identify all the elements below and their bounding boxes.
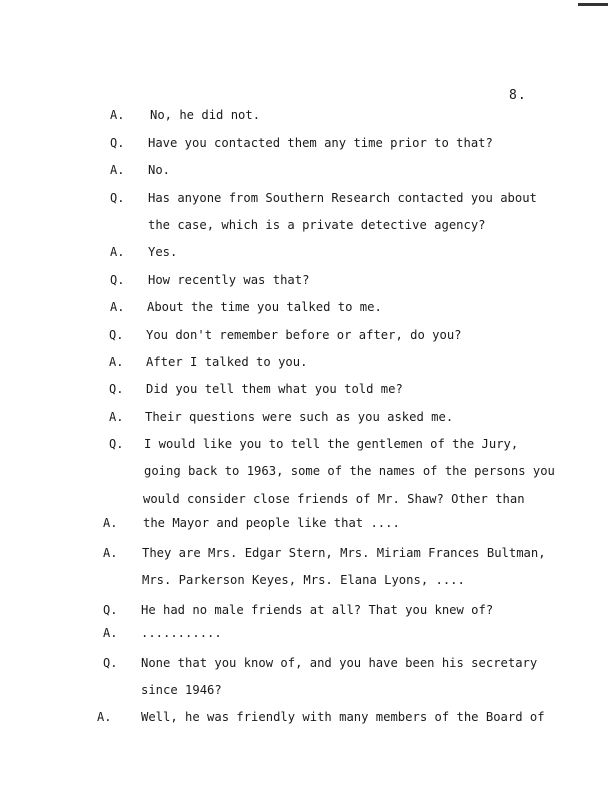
speaker-label: A. (110, 300, 125, 314)
line-text: No. (148, 163, 171, 177)
line-text: About the time you talked to me. (147, 300, 382, 314)
transcript-line (0, 355, 612, 375)
transcript-line (0, 273, 612, 293)
transcript-line (0, 108, 612, 128)
line-text: They are Mrs. Edgar Stern, Mrs. Miriam Frances Bultman, (142, 546, 546, 560)
line-text: Mrs. Parkerson Keyes, Mrs. Elana Lyons, .... (142, 573, 465, 587)
line-text: the case, which is a private detective agency? (148, 218, 486, 232)
speaker-label: Q. (109, 382, 124, 396)
line-text: No, he did not. (150, 108, 261, 122)
transcript-line (0, 626, 612, 646)
scan-mark (578, 3, 608, 6)
transcript-line (0, 710, 612, 730)
speaker-label: A. (103, 516, 118, 530)
transcript-line (0, 136, 612, 156)
page-number: 8. (509, 88, 527, 103)
line-text: Well, he was friendly with many members of the Board of (141, 710, 545, 724)
line-text: Yes. (148, 245, 178, 259)
line-text: Have you contacted them any time prior to that? (148, 136, 493, 150)
transcript-line (0, 546, 612, 566)
speaker-label: Q. (103, 603, 118, 617)
transcript-line (0, 218, 612, 238)
speaker-label: Q. (110, 191, 125, 205)
speaker-label: A. (109, 410, 124, 424)
transcript-line (0, 492, 612, 512)
transcript-line (0, 382, 612, 402)
line-text: Their questions were such as you asked me. (145, 410, 454, 424)
transcript-line (0, 163, 612, 183)
transcript-line (0, 328, 612, 348)
line-text: None that you know of, and you have been his secretary (141, 656, 538, 670)
speaker-label: A. (110, 108, 125, 122)
transcript-line (0, 437, 612, 457)
speaker-label: A. (109, 355, 124, 369)
speaker-label: Q. (110, 136, 125, 150)
transcript-line (0, 410, 612, 430)
line-text: I would like you to tell the gentlemen of the Jury, (144, 437, 519, 451)
line-text: You don't remember before or after, do you? (146, 328, 462, 342)
line-text: the Mayor and people like that .... (143, 516, 400, 530)
speaker-label: Q. (103, 656, 118, 670)
speaker-label: A. (103, 546, 118, 560)
transcript-line (0, 516, 612, 536)
line-text: Did you tell them what you told me? (146, 382, 403, 396)
transcript-line (0, 245, 612, 265)
speaker-label: Q. (109, 437, 124, 451)
transcript-line (0, 603, 612, 623)
line-text: going back to 1963, some of the names of the persons you (144, 464, 555, 478)
line-text: ........... (141, 626, 222, 640)
line-text: would consider close friends of Mr. Shaw? Other than (143, 492, 525, 506)
speaker-label: A. (103, 626, 118, 640)
transcript-line (0, 191, 612, 211)
speaker-label: A. (110, 163, 125, 177)
line-text: Has anyone from Southern Research contacted you about (148, 191, 537, 205)
transcript-line (0, 300, 612, 320)
speaker-label: A. (110, 245, 125, 259)
transcript-line (0, 464, 612, 484)
transcript-line (0, 683, 612, 703)
transcript-line (0, 656, 612, 676)
line-text: After I talked to you. (146, 355, 308, 369)
speaker-label: Q. (109, 328, 124, 342)
line-text: since 1946? (141, 683, 222, 697)
speaker-label: A. (97, 710, 112, 724)
speaker-label: Q. (110, 273, 125, 287)
line-text: How recently was that? (148, 273, 310, 287)
transcript-line (0, 573, 612, 593)
line-text: He had no male friends at all? That you knew of? (141, 603, 494, 617)
